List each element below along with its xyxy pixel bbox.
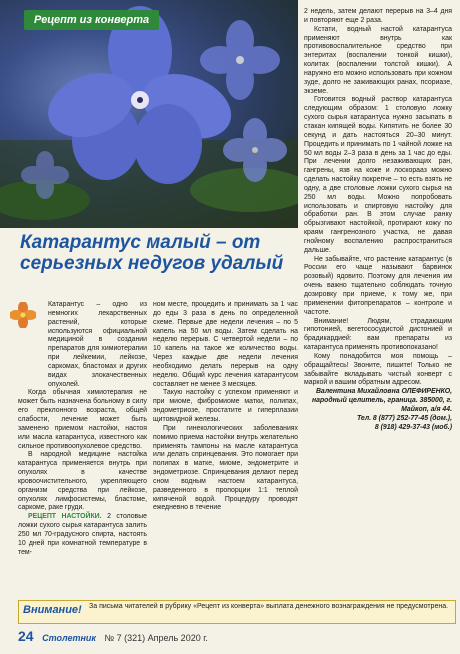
paragraph: Готовится водный раствор катарантуса следующим образом: 1 столовую ложку сухого сырья катарантуса нужно засыпать в стакан кипящей воды. Кипятить не более 30 секунд и дать настояться 20–30 минут. Процедить и принимать по 1 чайной ложке на 50 мл воды 2–3 раза в день за 1 час до еды. При лечении долго незаживающих ран, гангрены, язв на коже и лоскорааз можно сделать настойку покрепче – то есть взять не одну, а две столовые ложки сухого сырья на 250 мл воды. Можно попробовать использовать и спиртовую настойку для обработки ран. В этом случае ранку обрызгивают настойкой, протирают кожу по краям гангренозного участка, не давая гнойному воспалению распространиться дальше. (304, 96, 452, 254)
page-footer (18, 628, 208, 644)
author-address: народный целитель, граница. 385000, г. Майкоп, а/я 44. (311, 397, 452, 413)
section-tag: Рецепт из конверта (24, 10, 159, 30)
recipe-text: 2 столовые ложки сухого сырья катарантуса залить 250 мл 70-градусного спирта, настоять 10 дней при комнатной температуре в тем- (18, 513, 148, 556)
page-number: 24 (18, 628, 34, 644)
notice-box (18, 600, 456, 624)
paragraph: Такую настойку с успехом применяют и при миоме, фибромиоме матки, полипах, эндометриозе, простатите и гиперплазии щитовидной железы. (153, 389, 298, 423)
paragraph: В народной медицине настойка катарантуса применяется внутрь при опухолях в качестве кровоочистительного, укрепляющего организм средства при лейкозе, опухолях лимфосистемы, бластоме, саркоме, раке груди. (18, 451, 147, 512)
periwinkle-photo (0, 0, 298, 228)
paragraph: Не забывайте, что растение катарантус (в России его чаще называют барвинок розовый) ядовито. Поэтому для лечения им очень важно тщательно соблюдать точную дозировку при приеме, к тому же, при применении фитопрепаратов – контроле и частоте. (304, 255, 452, 316)
issue-info: № 7 (321) Апрель 2020 г. (104, 633, 208, 643)
author-name: Валентина Михайловна ОЛЕФИРЕНКО, (315, 388, 452, 396)
notice-label: Внимание! (23, 604, 82, 616)
paragraph: Когда обычная химиотерапия не может быть назначена больному в силу его преклонного возраста, общей слабости, лечение может быть заменено приемом настойки, настоя или масла катарантуса, известного как сильное противоопухолевое средство. (18, 389, 147, 450)
paragraph: ном месте, процедить и принимать за 1 час до еды 3 раза в день по определенной схеме. Первые две недели лечения – по 5 капель на 50 мл воды. Затем сделать на неделю перерыв. С четвертой недели – по 10 капель на такое же количество воды. Через каждые две недели лечения необходимо делать перерыв на одну неделю. Общий курс лечения катарантусом составляет не менее 3 месяцев. (153, 301, 298, 388)
paragraph: Кстати, водный настой катарантуса применяют внутрь как противовоспалительное средство при энтеритах (воспалении тонкой кишки), колитах (воспалении толстой кишки). А наружно его можно использовать при кожном зуде, долго не заживающих ранах, псориазе, экземе. (304, 25, 452, 95)
notice-text: За письма читателей в рубрику «Рецепт из конверта» выплата денежного вознаграждения не предусмотрена. (89, 603, 449, 610)
column-3 (304, 8, 452, 433)
magazine-name: Столетник (42, 633, 96, 643)
paragraph: При гинекологических заболеваниях помимо приема настойки внутрь желательно применять тампоны на масле катарантуса или делать спринцевания. Это помогает при полипах в матке, миоме, эндометрите и эндометриозе. Спринцевания делают перед сном водным настоем катарантуса, разведенного в пропорции 1:1 теплой кипяченой водой. Процедуру проводят ежедневно в течение (153, 424, 298, 512)
author-phone: Тел. 8 (877) 252-77-45 (дом.), (356, 414, 452, 422)
paragraph: Внимание! Людям, страдающим гипотонией, вегетососудистой дистонией и брадикардией: вам препараты из катарантуса применять противопоказано! (304, 317, 452, 352)
recipe-label: РЕЦЕПТ НАСТОЙКИ. (28, 513, 102, 521)
author-phone: 8 (918) 429-37-43 (моб.) (374, 423, 452, 431)
column-2 (153, 301, 298, 513)
article-title: Катарантус малый – от серьезных недугов удалый (20, 232, 284, 274)
paragraph: Кому понадобится моя помощь – обращайтесь! Звоните, пишите! Только не забывайте вкладывать чистый конверт с маркой и вашим обратным адресом. (304, 352, 452, 387)
paragraph: Катарантус – одно из немногих лекарственных растений, которые используются официальной медициной в создании препаратов для химиотерапии при лейкемии, лейкозе, саркомах, бластомах и других видах злокачественных опухолей. (48, 301, 147, 388)
paragraph: 2 недель, затем делают перерыв на 3–4 дня и повторяют еще 2 раза. (304, 8, 452, 24)
column-1 (18, 301, 147, 557)
recipe-paragraph (18, 513, 147, 557)
